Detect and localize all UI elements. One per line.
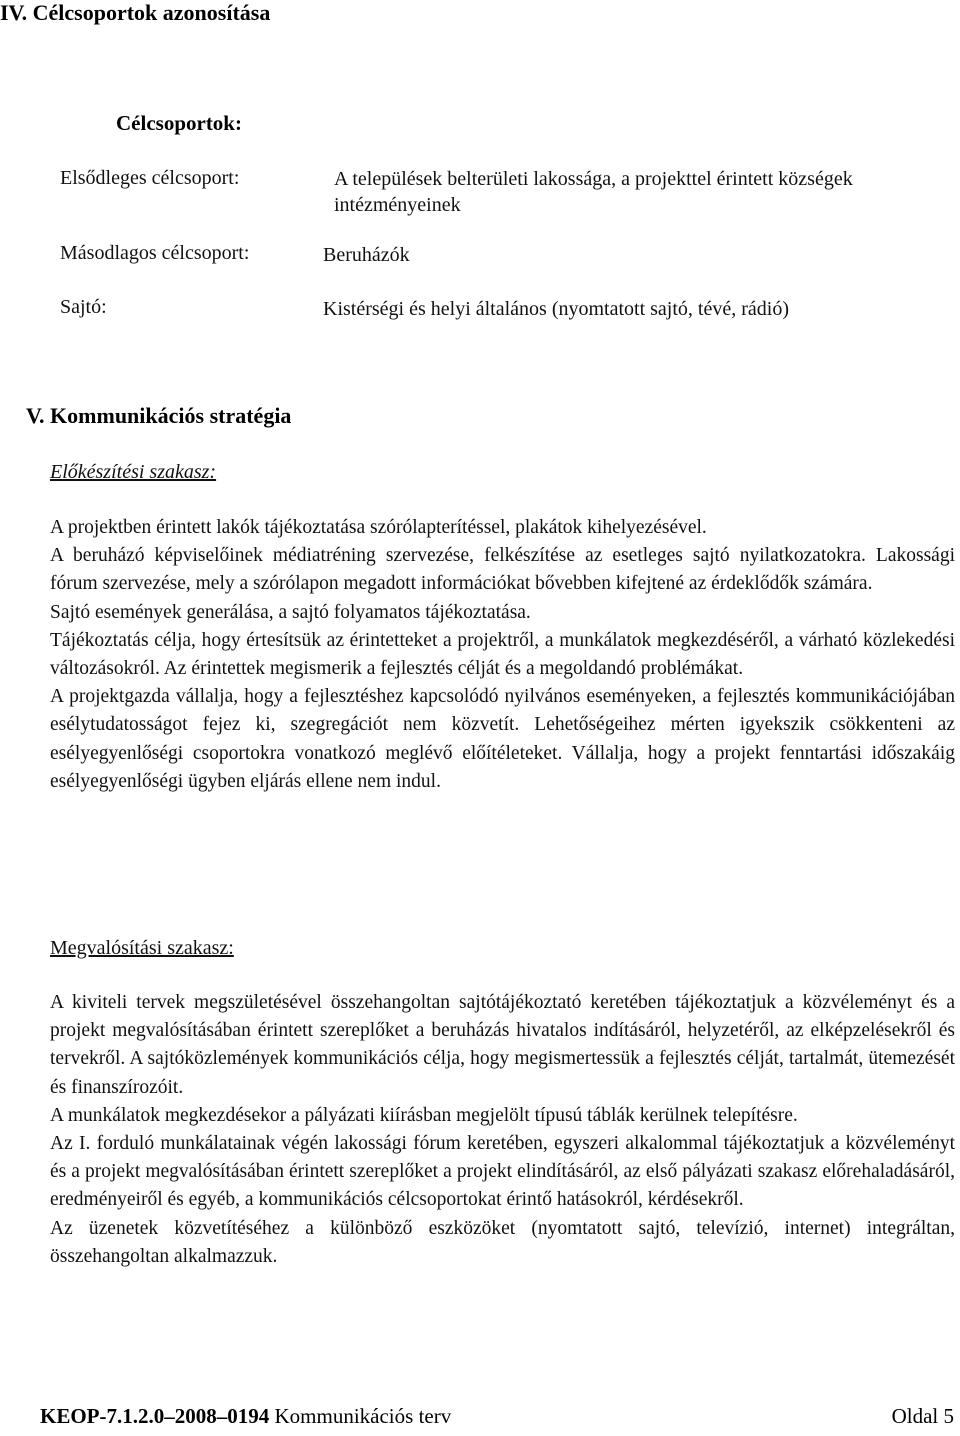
- impl-paragraph: A kiviteli tervek megszületésével összehangoltan sajtótájékoztató keretében tájékoztatjuk a közvéleményt és a projekt megvalósításában érintett szereplőket a beruházás hivatalos indításáról, helyzetéről, az elképzelésekről és tervekről. A sajtóközlemények kommunikációs célja, hogy megismertessük a fejlesztés célját, tartalmát, ütemezését és finanszírozóit.: [50, 992, 955, 1098]
- footer-page-number: Oldal 5: [891, 1404, 954, 1428]
- secondary-group-value: Beruházók: [323, 244, 410, 266]
- footer-code: KEOP-7.1.2.0: [40, 1404, 165, 1428]
- impl-phase-text: [50, 989, 955, 1271]
- footer-id: 0194: [227, 1404, 270, 1428]
- section-4-title: IV. Célcsoportok azonosítása: [0, 0, 271, 25]
- prep-paragraph: A projektgazda vállalja, hogy a fejlesztéshez kapcsolódó nyilvános eseményeken, a fejlesztés kommunikációjában esélytudatosságot fejez ki, szegregációt nem közvetít. Lehetőségeihez mérten igyekszik csökkenteni az esélyegyenlőségi csoportokra vonatkozó meglévő előítéleteket. Vállalja, hogy a projekt fenntartási időszakáig esélyegyenlőségi ügyben eljárás ellene nem indul.: [50, 686, 955, 792]
- target-groups-subtitle: Célcsoportok:: [116, 111, 242, 135]
- footer-doc-id: KEOP-7.1.2.0–2008–0194 Kommunikációs terv: [40, 1404, 452, 1428]
- section-5-title: V. Kommunikációs stratégia: [26, 403, 292, 428]
- impl-phase-heading: Megvalósítási szakasz:: [50, 937, 234, 959]
- press-label: Sajtó:: [60, 296, 107, 318]
- prep-paragraph: A beruházó képviselőinek médiatréning szervezése, felkészítése az esetleges sajtó nyilatkozatokra. Lakossági fórum szervezése, mely a szórólapon megadott információkat bővebben kifejtené az érdeklődők számára.: [50, 545, 955, 595]
- impl-paragraph: A munkálatok megkezdésekor a pályázati kiírásban megjelölt típusú táblák kerülnek telepítésre.: [50, 1104, 798, 1126]
- primary-group-label: Elsődleges célcsoport:: [60, 167, 240, 189]
- prep-paragraph: Sajtó események generálása, a sajtó folyamatos tájékoztatása.: [50, 601, 531, 623]
- impl-paragraph: Az üzenetek közvetítéséhez a különböző eszközöket (nyomtatott sajtó, televízió, internet) integráltan, összehangoltan alkalmazzuk.: [50, 1217, 955, 1267]
- primary-group-value: A települések belterületi lakossága, a projekttel érintett községek intézményeinek: [334, 168, 853, 216]
- footer-doc-name: Kommunikációs terv: [274, 1404, 452, 1428]
- prep-paragraph: A projektben érintett lakók tájékoztatása szórólapterítéssel, plakátok kihelyezésével.: [50, 517, 707, 538]
- prep-paragraph: Tájékoztatás célja, hogy értesítsük az érintetteket a projektről, a munkálatok megkezdéséről, a várható közlekedési változásokról. Az érintettek megismerik a fejlesztés célját és a megoldandó problémákat.: [50, 629, 955, 680]
- prep-phase-text: [50, 514, 955, 796]
- footer-num: 2008: [174, 1404, 217, 1428]
- press-value: Kistérségi és helyi általános (nyomtatott sajtó, tévé, rádió): [323, 298, 789, 320]
- impl-paragraph: Az I. forduló munkálatainak végén lakossági fórum keretében, egyszeri alkalommal tájékoztatjuk a közvéleményt és a projekt megvalósításában érintett szereplőket a projekt elindításáról, az első pályázati szakasz előrehaladásáról, eredményeiről és egyéb, a kommunikációs célcsoportokat érintő hatásokról, kérdésekről.: [50, 1133, 955, 1211]
- secondary-group-label: Másodlagos célcsoport:: [60, 242, 250, 264]
- prep-phase-heading: Előkészítési szakasz:: [50, 461, 217, 483]
